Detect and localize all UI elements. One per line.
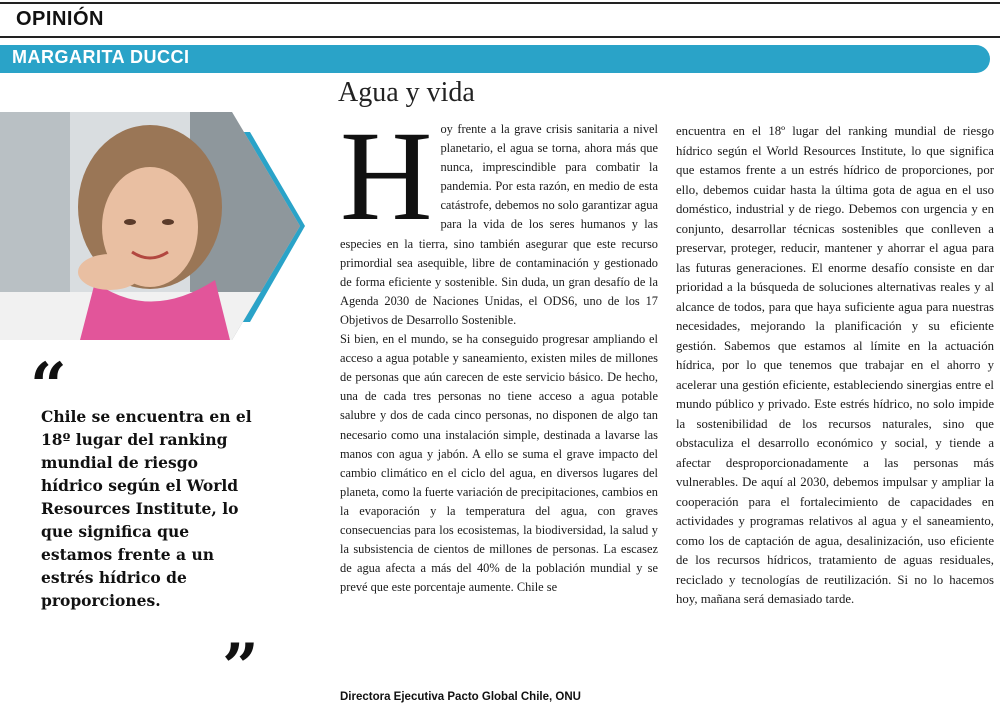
author-byline: Directora Ejecutiva Pacto Global Chile, ONU bbox=[340, 691, 581, 703]
pull-quote: Chile se encuentra en el 18º lugar del ranking mundial de riesgo hídrico según el World Resources Institute, lo que significa que estamos frente a un estrés hídrico de proporciones. bbox=[41, 407, 252, 610]
section-label: OPINIÓN bbox=[16, 8, 104, 30]
drop-cap: H bbox=[340, 105, 433, 247]
intro-text: oy frente a la grave crisis sanitaria a nivel planetario, el agua se torna, ahora más que nunca, imprescindible para combatir la pandemia. Por esta razón, en medio de esta catástrofe, debemos no solo garantizar agua para la vida de los seres humanos y las especies en la tierra, sino también asegurar que este recurso primordial sea asequible, libre de contaminación y gestionado de forma eficiente y sostenible. Sin duda, un gran desafío de la Agenda 2030 de Naciones Unidas, el ODS6, uno de los 17 Objetivos de Desarrollo Sostenible. bbox=[340, 122, 658, 327]
article-title: Agua y vida bbox=[338, 77, 475, 108]
author-name: MARGARITA DUCCI bbox=[12, 47, 190, 67]
quote-open-mark: “ bbox=[30, 349, 67, 424]
intro-paragraph bbox=[340, 105, 658, 330]
body-paragraph-2: encuentra en el 18º lugar del ranking mundial de riesgo hídrico según el World Resources Institute, lo que significa que estamos frente a un estrés hídrico de proporciones, por ello, debemos cuidar hasta la última gota de agua en el uso doméstico, industrial y de riego. Debemos con urgencia y en conjunto, desarrollar técnicas sostenibles que conlleven a preservar, proteger, reducir, mantener y ahorrar el agua para las futuras generaciones. El enorme desafío consiste en dar prioridad a la búsqueda de soluciones alternativas reales y al alcance de todos, para que haya suficiente agua para nuestras necesidades, mejorando la planificación y su eficiente gestión. Sabemos que estamos al límite en la actuación hídrica, por lo que tenemos que trabajar en el ahorro y acelerar una gestión eficiente, estableciendo sinergias entre el mundo público y privado. Este estrés hídrico, no solo impide la sostenibilidad de los recursos naturales, sino que obstaculiza el desarrollo económico y social, y tiende a afectar desproporcionadamente a las personas más vulnerables. De aquí al 2030, debemos impulsar y ampliar la cooperación para el fortalecimiento de capacidades en actividades y programas relativos al agua y el saneamiento, como los de captación de agua, desalinización, uso eficiente de los recursos hídricos, tratamiento de aguas residuales, reciclado y tecnologías de reutilización. Si no lo hacemos hoy, mañana será demasiado tarde. bbox=[676, 124, 994, 606]
top-rule bbox=[0, 2, 1000, 4]
article-column-1 bbox=[340, 105, 658, 597]
quote-close-mark: ” bbox=[222, 630, 259, 705]
body-paragraph-1: Si bien, en el mundo, se ha conseguido progresar ampliando el acceso a agua potable y saneamiento, existen miles de millones de personas que aún carecen de este servicio básico. De hecho, una de cada tres personas no tiene acceso a agua potable salubre y dos de cada cinco personas, no disponen de algo tan necesario como una instalación simple, destinada a lavarse las manos con agua y jabón. A ello se suma el grave impacto del cambio climático en el ciclo del agua, en diversos lugares del planeta, como la fuerte variación de precipitaciones, cambios en la evaporación y la temperatura del agua, con graves consecuencias para los ecosistemas, la biodiversidad, la salud y la subsistencia de cientos de millones de personas. La escasez de agua afecta a más del 40% de la población mundial y se prevé que este porcentaje aumente. Chile se bbox=[340, 332, 658, 595]
author-photo bbox=[0, 112, 310, 340]
article-column-2 bbox=[676, 122, 994, 610]
section-rule bbox=[0, 36, 1000, 38]
